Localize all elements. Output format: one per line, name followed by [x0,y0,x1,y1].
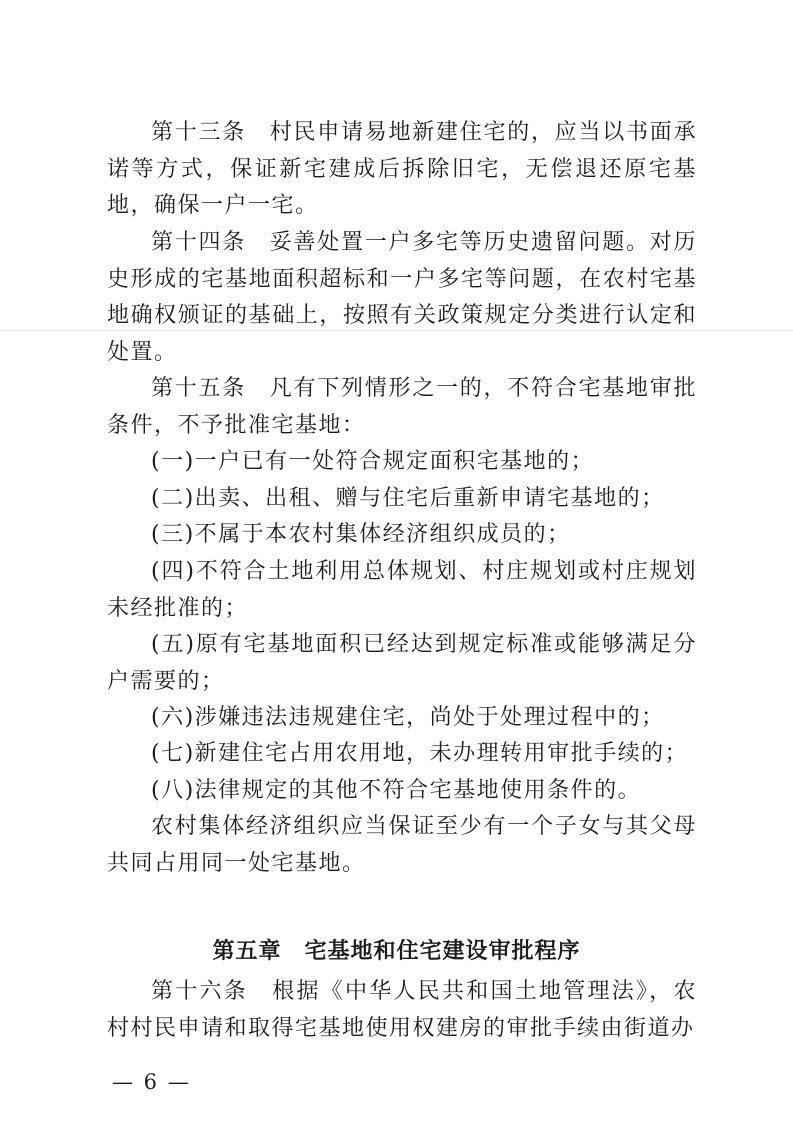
article-13: 第十三条 村民申请易地新建住宅的，应当以书面承诺等方式，保证新宅建成后拆除旧宅，无偿退还原宅基地，确保一户一宅。 [107,120,697,218]
article-15-item-2: (二)出卖、出租、赠与住宅后重新申请宅基地的； [151,486,665,511]
article-15-item-7: (七)新建住宅占用农用地，未办理转用审批手续的； [151,741,689,766]
article-15-item-1: (一)一户已有一处符合规定面积宅基地的； [151,449,595,474]
article-16: 第十六条 根据《中华人民共和国土地管理法》，农村村民申请和取得宅基地使用权建房的审批手续由街道办 [107,979,697,1041]
article-15-item-6: (六)涉嫌违法违规建住宅，尚处于处理过程中的； [151,705,665,730]
article-15-item-4: (四)不符合土地利用总体规划、村庄规划或村庄规划未经批准的； [107,559,697,621]
article-14: 第十四条 妥善处置一户多宅等历史遗留问题。对历史形成的宅基地面积超标和一户多宅等问题，在农村宅基地确权颁证的基础上，按照有关政策规定分类进行认定和处置。 [107,230,697,365]
article-15: 第十五条 凡有下列情形之一的，不符合宅基地审批条件，不予批准宅基地： [107,376,697,438]
article-15-closing: 农村集体经济组织应当保证至少有一个子女与其父母共同占用同一处宅基地。 [107,814,697,876]
article-15-item-5: (五)原有宅基地面积已经达到规定标准或能够满足分户需要的； [107,632,697,694]
chapter-heading: 第五章 宅基地和住宅建设审批程序 [212,939,581,964]
article-15-item-3: (三)不属于本农村集体经济组织成员的； [151,522,571,547]
page-number: — 6 — [112,1070,191,1094]
article-15-item-8: (八)法律规定的其他不符合宅基地使用条件的。 [151,778,642,803]
